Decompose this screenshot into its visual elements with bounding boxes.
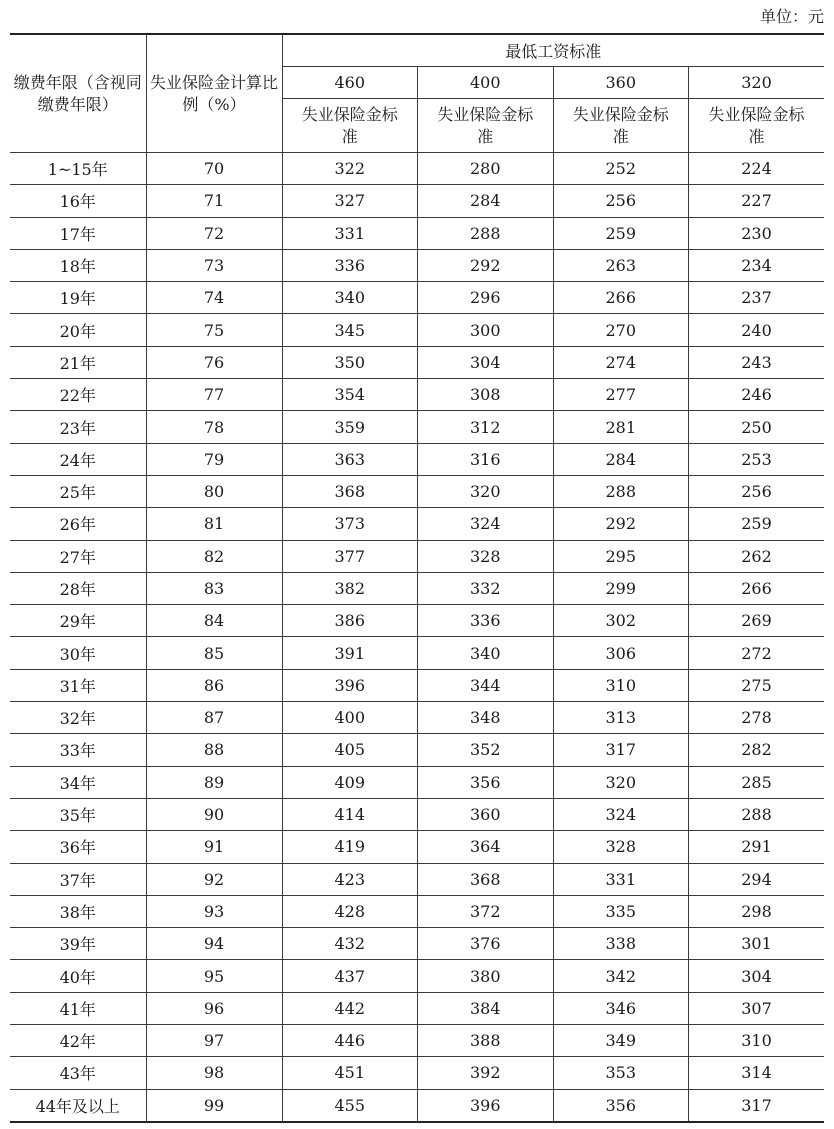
cell-benefit-320: 227: [689, 185, 825, 217]
cell-benefit-400: 388: [418, 1025, 554, 1057]
table-row: [10, 249, 824, 281]
table-row: [10, 508, 824, 540]
table-row: [10, 379, 824, 411]
cell-years: 18年: [10, 249, 146, 281]
cell-benefit-460: 377: [282, 540, 418, 572]
cell-benefit-400: 348: [418, 702, 554, 734]
cell-ratio: 74: [146, 282, 282, 314]
cell-ratio: 81: [146, 508, 282, 540]
cell-benefit-400: 324: [418, 508, 554, 540]
cell-benefit-360: 335: [553, 895, 689, 927]
cell-ratio: 99: [146, 1089, 282, 1122]
cell-years: 19年: [10, 282, 146, 314]
cell-benefit-320: 224: [689, 153, 825, 185]
table-row: [10, 282, 824, 314]
cell-benefit-360: 259: [553, 217, 689, 249]
cell-ratio: 80: [146, 475, 282, 507]
cell-benefit-460: 442: [282, 992, 418, 1024]
cell-benefit-400: 392: [418, 1057, 554, 1089]
table-row: [10, 411, 824, 443]
cell-ratio: 76: [146, 346, 282, 378]
cell-benefit-460: 455: [282, 1089, 418, 1122]
header-benefit-label: [418, 99, 554, 153]
table-row: [10, 475, 824, 507]
cell-ratio: 84: [146, 605, 282, 637]
cell-benefit-460: 359: [282, 411, 418, 443]
cell-ratio: 71: [146, 185, 282, 217]
cell-years: 32年: [10, 702, 146, 734]
cell-benefit-460: 354: [282, 379, 418, 411]
table-row: [10, 443, 824, 475]
cell-benefit-460: 419: [282, 831, 418, 863]
cell-benefit-360: 328: [553, 831, 689, 863]
cell-benefit-360: 284: [553, 443, 689, 475]
cell-ratio: 91: [146, 831, 282, 863]
cell-ratio: 94: [146, 928, 282, 960]
cell-years: 17年: [10, 217, 146, 249]
cell-ratio: 98: [146, 1057, 282, 1089]
cell-ratio: 93: [146, 895, 282, 927]
cell-benefit-320: 304: [689, 960, 825, 992]
cell-benefit-320: 234: [689, 249, 825, 281]
table-row: [10, 1089, 824, 1122]
cell-years: 33年: [10, 734, 146, 766]
cell-benefit-400: 352: [418, 734, 554, 766]
cell-benefit-460: 363: [282, 443, 418, 475]
cell-benefit-400: 356: [418, 766, 554, 798]
cell-benefit-360: 266: [553, 282, 689, 314]
cell-benefit-320: 266: [689, 572, 825, 604]
cell-benefit-460: 373: [282, 508, 418, 540]
cell-benefit-360: 331: [553, 863, 689, 895]
cell-years: 28年: [10, 572, 146, 604]
cell-ratio: 86: [146, 669, 282, 701]
unemployment-benefit-table: [10, 33, 824, 1123]
table-row: [10, 831, 824, 863]
cell-benefit-460: 391: [282, 637, 418, 669]
cell-years: 22年: [10, 379, 146, 411]
header-benefit-ratio: 失业保险金计算比例（%）: [146, 34, 282, 153]
cell-benefit-320: 250: [689, 411, 825, 443]
cell-ratio: 79: [146, 443, 282, 475]
table-row: [10, 863, 824, 895]
table-row: [10, 960, 824, 992]
cell-benefit-360: 263: [553, 249, 689, 281]
cell-benefit-460: 331: [282, 217, 418, 249]
cell-ratio: 92: [146, 863, 282, 895]
cell-benefit-360: 356: [553, 1089, 689, 1122]
table-header: [10, 34, 824, 153]
cell-ratio: 73: [146, 249, 282, 281]
table-row: [10, 928, 824, 960]
cell-ratio: 97: [146, 1025, 282, 1057]
cell-benefit-360: 256: [553, 185, 689, 217]
table-row: [10, 540, 824, 572]
table-row: [10, 992, 824, 1024]
header-min-wage-group: 最低工资标准: [282, 34, 824, 67]
cell-years: 26年: [10, 508, 146, 540]
cell-ratio: 95: [146, 960, 282, 992]
cell-benefit-460: 414: [282, 798, 418, 830]
cell-years: 1~15年: [10, 153, 146, 185]
cell-years: 20年: [10, 314, 146, 346]
cell-years: 35年: [10, 798, 146, 830]
cell-years: 25年: [10, 475, 146, 507]
cell-benefit-400: 336: [418, 605, 554, 637]
benefit-label-text: 失业保险金标准: [437, 104, 534, 146]
cell-benefit-360: 353: [553, 1057, 689, 1089]
cell-benefit-320: 278: [689, 702, 825, 734]
cell-years: 29年: [10, 605, 146, 637]
cell-benefit-360: 252: [553, 153, 689, 185]
cell-benefit-320: 301: [689, 928, 825, 960]
cell-benefit-360: 277: [553, 379, 689, 411]
cell-benefit-460: 386: [282, 605, 418, 637]
cell-benefit-400: 312: [418, 411, 554, 443]
cell-benefit-320: 256: [689, 475, 825, 507]
cell-years: 24年: [10, 443, 146, 475]
cell-benefit-320: 262: [689, 540, 825, 572]
cell-benefit-360: 320: [553, 766, 689, 798]
header-benefit-label: [282, 99, 418, 153]
cell-benefit-400: 376: [418, 928, 554, 960]
cell-ratio: 89: [146, 766, 282, 798]
table-row: [10, 346, 824, 378]
cell-benefit-400: 396: [418, 1089, 554, 1122]
cell-benefit-360: 313: [553, 702, 689, 734]
cell-benefit-360: 306: [553, 637, 689, 669]
cell-benefit-400: 384: [418, 992, 554, 1024]
header-benefit-label: [553, 99, 689, 153]
cell-years: 42年: [10, 1025, 146, 1057]
cell-benefit-320: 310: [689, 1025, 825, 1057]
table-row: [10, 217, 824, 249]
cell-years: 31年: [10, 669, 146, 701]
cell-ratio: 88: [146, 734, 282, 766]
cell-benefit-460: 432: [282, 928, 418, 960]
cell-benefit-400: 344: [418, 669, 554, 701]
cell-benefit-400: 360: [418, 798, 554, 830]
header-wage-320: 320: [689, 67, 825, 99]
cell-years: 34年: [10, 766, 146, 798]
cell-benefit-400: 340: [418, 637, 554, 669]
cell-benefit-400: 304: [418, 346, 554, 378]
cell-benefit-320: 314: [689, 1057, 825, 1089]
cell-benefit-460: 350: [282, 346, 418, 378]
table-row: [10, 637, 824, 669]
table-row: [10, 153, 824, 185]
cell-benefit-400: 364: [418, 831, 554, 863]
cell-benefit-460: 423: [282, 863, 418, 895]
cell-benefit-360: 288: [553, 475, 689, 507]
cell-benefit-320: 253: [689, 443, 825, 475]
cell-ratio: 85: [146, 637, 282, 669]
table-row: [10, 1057, 824, 1089]
cell-benefit-320: 269: [689, 605, 825, 637]
table-row: [10, 734, 824, 766]
cell-benefit-460: 409: [282, 766, 418, 798]
cell-benefit-360: 299: [553, 572, 689, 604]
cell-benefit-460: 382: [282, 572, 418, 604]
cell-benefit-400: 320: [418, 475, 554, 507]
cell-benefit-320: 259: [689, 508, 825, 540]
cell-benefit-320: 240: [689, 314, 825, 346]
header-wage-360: 360: [553, 67, 689, 99]
cell-ratio: 90: [146, 798, 282, 830]
cell-benefit-320: 317: [689, 1089, 825, 1122]
cell-benefit-400: 328: [418, 540, 554, 572]
cell-benefit-460: 368: [282, 475, 418, 507]
cell-benefit-320: 282: [689, 734, 825, 766]
cell-years: 36年: [10, 831, 146, 863]
header-wage-400: 400: [418, 67, 554, 99]
cell-benefit-320: 237: [689, 282, 825, 314]
cell-benefit-320: 298: [689, 895, 825, 927]
cell-benefit-400: 316: [418, 443, 554, 475]
cell-benefit-360: 302: [553, 605, 689, 637]
cell-ratio: 75: [146, 314, 282, 346]
cell-benefit-320: 272: [689, 637, 825, 669]
cell-ratio: 78: [146, 411, 282, 443]
cell-benefit-400: 332: [418, 572, 554, 604]
cell-benefit-400: 288: [418, 217, 554, 249]
cell-benefit-360: 295: [553, 540, 689, 572]
table-row: [10, 572, 824, 604]
cell-benefit-360: 338: [553, 928, 689, 960]
cell-years: 44年及以上: [10, 1089, 146, 1122]
cell-years: 40年: [10, 960, 146, 992]
cell-benefit-360: 292: [553, 508, 689, 540]
table-row: [10, 314, 824, 346]
cell-benefit-460: 322: [282, 153, 418, 185]
cell-ratio: 83: [146, 572, 282, 604]
table-row: [10, 766, 824, 798]
cell-benefit-460: 336: [282, 249, 418, 281]
cell-years: 41年: [10, 992, 146, 1024]
cell-benefit-460: 345: [282, 314, 418, 346]
cell-benefit-320: 288: [689, 798, 825, 830]
table-row: [10, 669, 824, 701]
cell-benefit-400: 284: [418, 185, 554, 217]
table-row: [10, 895, 824, 927]
cell-years: 27年: [10, 540, 146, 572]
cell-years: 38年: [10, 895, 146, 927]
table-row: [10, 185, 824, 217]
unit-label: 单位：元: [759, 7, 824, 26]
cell-benefit-460: 437: [282, 960, 418, 992]
cell-benefit-400: 300: [418, 314, 554, 346]
cell-benefit-400: 372: [418, 895, 554, 927]
cell-benefit-400: 292: [418, 249, 554, 281]
cell-ratio: 72: [146, 217, 282, 249]
cell-years: 21年: [10, 346, 146, 378]
table-row: [10, 798, 824, 830]
cell-benefit-360: 270: [553, 314, 689, 346]
table-row: [10, 1025, 824, 1057]
cell-benefit-460: 405: [282, 734, 418, 766]
cell-benefit-320: 243: [689, 346, 825, 378]
table-row: [10, 605, 824, 637]
header-wage-460: 460: [282, 67, 418, 99]
cell-benefit-400: 296: [418, 282, 554, 314]
cell-benefit-360: 342: [553, 960, 689, 992]
cell-benefit-320: 291: [689, 831, 825, 863]
cell-benefit-320: 246: [689, 379, 825, 411]
table-body: [10, 153, 824, 1122]
cell-benefit-360: 324: [553, 798, 689, 830]
cell-benefit-360: 346: [553, 992, 689, 1024]
cell-benefit-460: 400: [282, 702, 418, 734]
cell-benefit-360: 349: [553, 1025, 689, 1057]
benefit-label-text: 失业保险金标准: [301, 104, 398, 146]
cell-years: 43年: [10, 1057, 146, 1089]
cell-ratio: 87: [146, 702, 282, 734]
cell-benefit-360: 281: [553, 411, 689, 443]
cell-benefit-360: 317: [553, 734, 689, 766]
cell-benefit-460: 446: [282, 1025, 418, 1057]
benefit-label-text: 失业保险金标准: [708, 104, 805, 146]
cell-benefit-460: 451: [282, 1057, 418, 1089]
cell-ratio: 82: [146, 540, 282, 572]
cell-ratio: 96: [146, 992, 282, 1024]
cell-benefit-400: 380: [418, 960, 554, 992]
cell-benefit-360: 310: [553, 669, 689, 701]
cell-benefit-320: 230: [689, 217, 825, 249]
header-contribution-years: 缴费年限（含视同缴费年限）: [10, 34, 146, 153]
cell-benefit-360: 274: [553, 346, 689, 378]
cell-benefit-400: 280: [418, 153, 554, 185]
cell-benefit-320: 294: [689, 863, 825, 895]
cell-years: 37年: [10, 863, 146, 895]
cell-benefit-320: 275: [689, 669, 825, 701]
cell-benefit-460: 428: [282, 895, 418, 927]
benefit-label-text: 失业保险金标准: [572, 104, 669, 146]
cell-benefit-320: 307: [689, 992, 825, 1024]
header-benefit-label: [689, 99, 825, 153]
cell-years: 30年: [10, 637, 146, 669]
cell-ratio: 70: [146, 153, 282, 185]
cell-benefit-400: 308: [418, 379, 554, 411]
cell-years: 23年: [10, 411, 146, 443]
table-row: [10, 702, 824, 734]
cell-ratio: 77: [146, 379, 282, 411]
cell-benefit-460: 396: [282, 669, 418, 701]
cell-benefit-460: 327: [282, 185, 418, 217]
cell-years: 39年: [10, 928, 146, 960]
cell-years: 16年: [10, 185, 146, 217]
cell-benefit-400: 368: [418, 863, 554, 895]
cell-benefit-320: 285: [689, 766, 825, 798]
cell-benefit-460: 340: [282, 282, 418, 314]
